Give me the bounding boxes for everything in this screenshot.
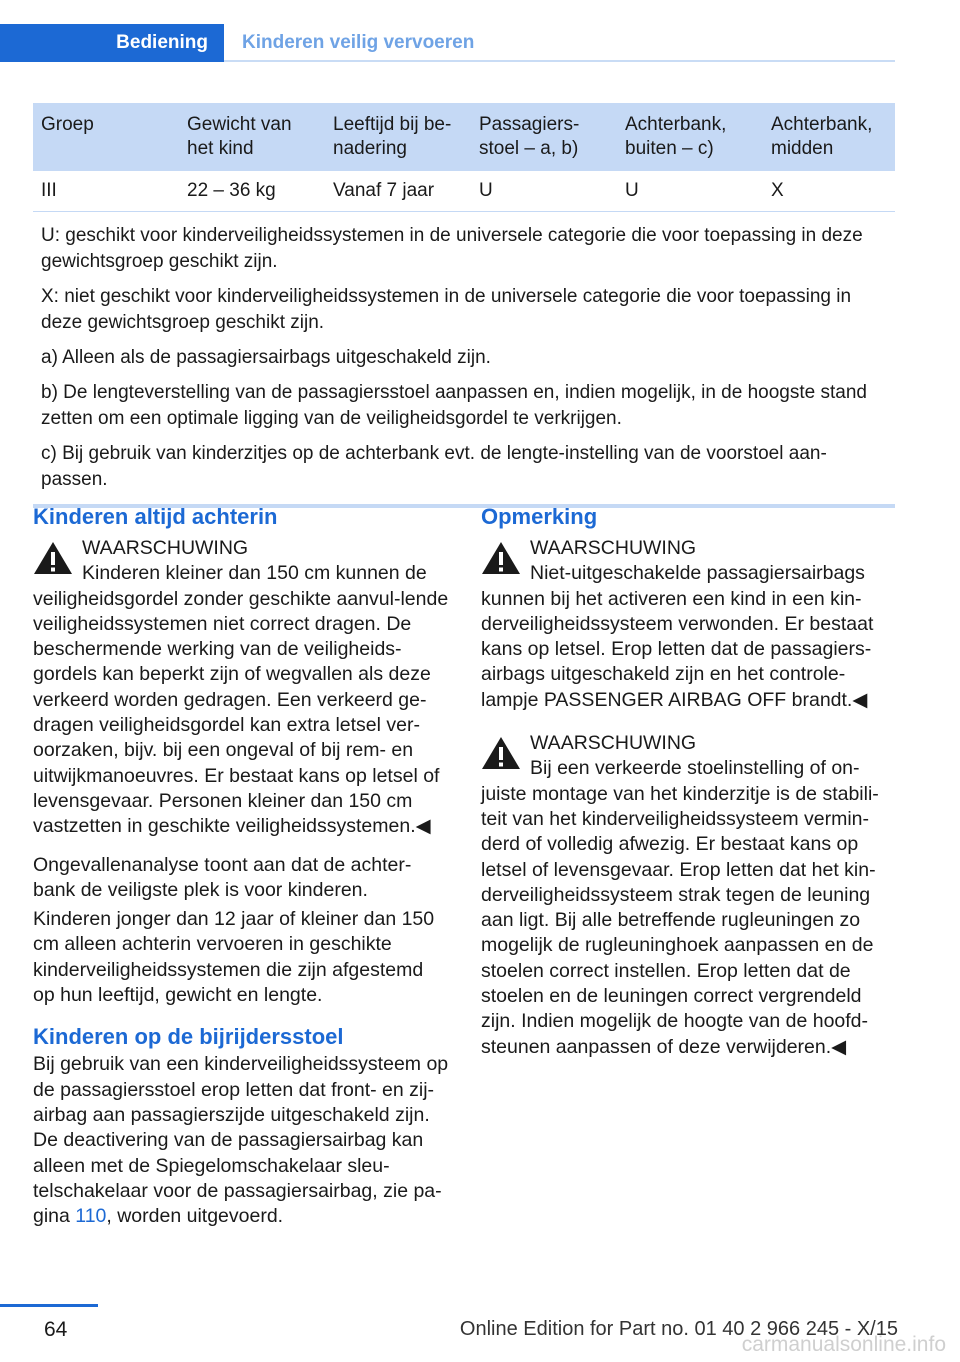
watermark: carmanualsonline.info	[741, 1333, 946, 1356]
page-header	[0, 24, 895, 62]
table-header-cell: Leeftijd bij be- nadering	[325, 103, 471, 171]
spacer	[481, 713, 897, 727]
table-cell: U	[617, 171, 763, 212]
table-cell: X	[763, 171, 895, 212]
paragraph	[33, 1052, 449, 1229]
header-text: Gewicht van het kind	[187, 114, 292, 159]
right-column	[481, 502, 897, 1060]
table-header-cell: Passagiers- stoel – a, b)	[471, 103, 617, 171]
section-title[interactable]: Kinderen veilig vervoeren	[242, 32, 475, 53]
warning-text: Bij een verkeerde stoelinstelling of on-juiste montage van het kinderzitje is de stabili-teit van het kinderveiligheidssysteem vermin-derd of volledig afwezig. Er bestaat kans op letsel of levensgevaar. Erop letten dat het kin-derveiligheidssysteem strak tegen de leuning aan ligt. Bij alle betreffende rugleuningen zo mogelijk de rugleuninghoek aanpassen en de stoelen correct instellen. Erop letten dat de stoelen en de leuningen correct vergrendeld zijn. Indien mogelijk de hoogte van de hoofd-steunen aanpassen of deze verwijderen.◀	[481, 757, 879, 1058]
warning-title: WAARSCHUWING	[530, 537, 697, 559]
left-column	[33, 502, 449, 1229]
paragraph: Kinderen jonger dan 12 jaar of kleiner dan 150 cm alleen achterin vervoeren in geschikte kinderveiligheidssystemen die zijn afgestemd op hun leeftijd, gewicht en lengte.	[33, 908, 435, 1007]
table-note: a) Alleen als de passagiersairbags uitgeschakeld zijn.	[41, 347, 491, 368]
table-notes-row	[33, 212, 895, 507]
table-note: U: geschikt voor kinderveiligheidssystemen in de universele categorie die voor toepassing in deze gewichtsgroep geschikt zijn.	[41, 225, 863, 272]
child-seat-table	[33, 103, 895, 508]
table-row	[33, 171, 895, 212]
table-note: b) De lengteverstelling van de passagiersstoel aanpassen en, indien mogelijk, in de hoogste stand zetten om een optimale ligging van de veiligheidsgordel te verkrijgen.	[41, 382, 867, 429]
paragraph: Ongevallenanalyse toont aan dat de achter-bank de veiligste plek is voor kinderen.	[33, 853, 412, 901]
table-header-cell: Achterbank, midden	[763, 103, 895, 171]
section-heading: Opmerking	[481, 504, 598, 529]
header-divider	[224, 60, 895, 62]
warning-triangle-icon	[481, 541, 521, 575]
warning-triangle-icon	[33, 541, 73, 575]
table-note: c) Bij gebruik van kinderzitjes op de achterbank evt. de lengte-instelling van de voorstoel aan-passen.	[41, 443, 827, 490]
warning-block	[481, 532, 897, 713]
warning-title: WAARSCHUWING	[530, 732, 697, 755]
warning-block	[33, 532, 449, 840]
chapter-tab[interactable]: Bediening	[0, 24, 224, 62]
table-cell: Vanaf 7 jaar	[325, 171, 471, 212]
footer-divider	[0, 1304, 98, 1307]
section-heading: Kinderen op de bijrijdersstoel	[33, 1024, 344, 1050]
warning-title: WAARSCHUWING	[82, 537, 249, 559]
paragraph-text: , worden uitgevoerd.	[106, 1205, 284, 1228]
table-header-row	[33, 103, 895, 171]
table-cell: III	[33, 171, 179, 212]
warning-text: Kinderen kleiner dan 150 cm kunnen de veiligheidsgordel zonder geschikte aanvul-lende veiligheidssystemen niet correct dragen. De beschermende werking van de veiligheids-gordels kan beperkt zijn of wegvallen als deze verkeerd worden gedragen. Een verkeerd ge-dragen veiligheidsgordel kan extra letsel ver-oorzaken, bijv. bij een ongeval of bij rem- en uitwijkmanoeuvres. Er bestaat kans op letsel of levensgevaar. Personen kleiner dan 150 cm vastzetten in geschikte veiligheidssystemen.◀	[33, 562, 449, 838]
table-header-cell	[179, 103, 325, 171]
warning-block	[481, 727, 897, 1060]
page-link[interactable]: 110	[75, 1205, 107, 1228]
edition-text: Online Edition for Part no. 01 40 2 966 245 - X/15	[459, 1318, 898, 1340]
table-cell: U	[471, 171, 617, 212]
table-header-cell: Achterbank, buiten – c)	[617, 103, 763, 171]
page-number: 64	[44, 1318, 68, 1341]
table-header-cell: Groep	[33, 103, 179, 171]
section-heading: Kinderen altijd achterin	[33, 504, 278, 529]
warning-text: Niet-uitgeschakelde passagiersairbags kunnen bij het activeren een kind in een kin-derveiligheidssysteem verwonden. Er bestaat kans op letsel. Erop letten dat de passagiers-airbags uitgeschakeld zijn en het controle-lampje PASSENGER AIRBAG OFF brandt.◀	[481, 562, 874, 711]
table-cell: 22 – 36 kg	[179, 171, 325, 212]
paragraph-text: Bij gebruik van een kinderveiligheidssysteem op de passagiersstoel erop letten dat front- en zij-airbag aan passagierszijde uitgeschakeld zijn. De deactivering van de passagiersairbag kan alleen met de Spiegelomschakelaar sleu-telschakelaar voor de passagiersairbag, zie pa-gina	[33, 1053, 449, 1228]
table-note: X: niet geschikt voor kinderveiligheidssystemen in de universele categorie die voor toepassing in deze gewichtsgroep geschikt zijn.	[41, 286, 852, 333]
warning-triangle-icon	[481, 736, 521, 770]
table-notes	[33, 212, 895, 507]
